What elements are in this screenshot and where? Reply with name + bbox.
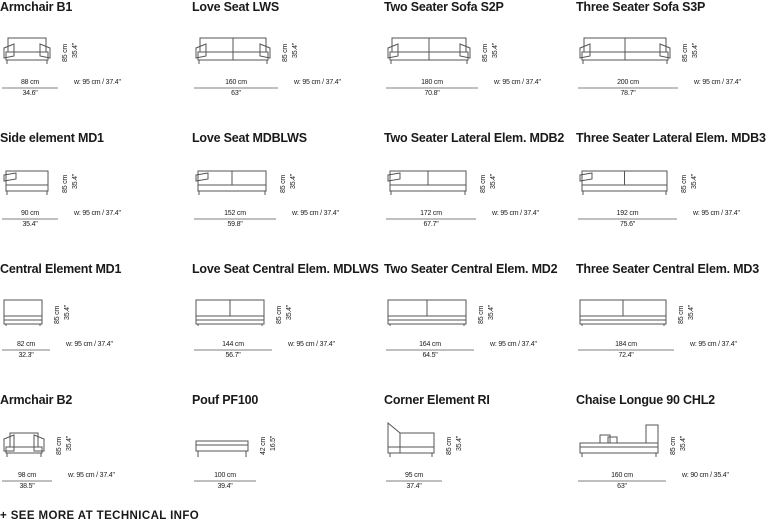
height-inches: 35.4": [64, 304, 71, 320]
width-dimension: [580, 341, 672, 359]
width-cm: 180 cm: [421, 79, 443, 86]
height-inches: 35.4": [691, 173, 698, 189]
width-cm: 90 cm: [20, 210, 40, 217]
product-title: Three Seater Sofa S3P: [576, 0, 706, 14]
width-cm: 88 cm: [20, 79, 40, 86]
height-cm: 85 cm: [280, 174, 287, 193]
width-dimension: [580, 210, 675, 228]
product-title: Two Seater Central Elem. MD2: [384, 262, 558, 276]
product-line-drawing: [384, 262, 576, 393]
width-inches: 38.5": [19, 483, 35, 490]
width-dimension: [388, 472, 440, 490]
product-title: Central Element MD1: [0, 262, 122, 276]
height-cm: 85 cm: [276, 305, 283, 324]
height-cm: 85 cm: [480, 174, 487, 193]
height-cm: 85 cm: [478, 305, 485, 324]
depth-dimension: w: 95 cm / 37.4": [292, 210, 339, 217]
height-inches: 35.4": [488, 304, 495, 320]
height-inches: 35.4": [456, 435, 463, 451]
width-dimension: [196, 341, 270, 359]
width-inches: 59.8": [227, 221, 243, 228]
height-inches: 35.4": [72, 173, 79, 189]
height-inches: 35.4": [692, 42, 699, 58]
product-card: [576, 131, 768, 262]
height-inches: 35.4": [292, 42, 299, 58]
product-card: [384, 262, 576, 393]
product-title: Pouf PF100: [192, 393, 259, 407]
height-inches: 35.4": [490, 173, 497, 189]
height-inches: 35.4": [72, 42, 79, 58]
product-card: [192, 393, 384, 524]
width-cm: 82 cm: [16, 341, 36, 348]
depth-dimension: w: 95 cm / 37.4": [690, 341, 737, 348]
product-line-drawing: [0, 262, 192, 393]
width-dimension: [388, 210, 474, 228]
width-inches: 56.7": [225, 352, 241, 359]
height-cm: 85 cm: [482, 43, 489, 62]
product-card: [192, 0, 384, 131]
product-card: [0, 0, 192, 131]
product-line-drawing: [576, 0, 768, 131]
product-title: Chaise Longue 90 CHL2: [576, 393, 715, 407]
product-line-drawing: [192, 393, 384, 524]
width-cm: 100 cm: [214, 472, 236, 479]
product-title: Armchair B2: [0, 393, 73, 407]
width-inches: 35.4": [22, 221, 38, 228]
product-card: [576, 0, 768, 131]
depth-dimension: w: 95 cm / 37.4": [693, 210, 740, 217]
depth-dimension: w: 95 cm / 37.4": [68, 472, 115, 479]
depth-dimension: w: 95 cm / 37.4": [694, 79, 741, 86]
product-line-drawing: [384, 0, 576, 131]
depth-dimension: w: 95 cm / 37.4": [294, 79, 341, 86]
width-inches: 39.4": [217, 483, 233, 490]
height-inches: 35.4": [492, 42, 499, 58]
product-line-drawing: [192, 262, 384, 393]
product-card: [576, 262, 768, 393]
product-line-drawing: [576, 131, 768, 262]
height-inches: 35.4": [688, 304, 695, 320]
width-inches: 64.5": [422, 352, 438, 359]
product-card: [576, 393, 768, 524]
height-cm: 85 cm: [54, 305, 61, 324]
product-card: [384, 0, 576, 131]
width-inches: 37.4": [406, 483, 422, 490]
product-line-drawing: [0, 131, 192, 262]
width-inches: 75.6": [619, 221, 636, 228]
product-card: [0, 131, 192, 262]
depth-dimension: w: 95 cm / 37.4": [74, 79, 121, 86]
height-cm: 85 cm: [446, 436, 453, 455]
width-dimension: [580, 472, 664, 490]
width-cm: 144 cm: [222, 341, 244, 348]
height-cm: 42 cm: [260, 436, 267, 455]
product-card: [384, 131, 576, 262]
width-dimension: [4, 210, 56, 228]
width-dimension: [196, 79, 276, 97]
height-inches: 35.4": [290, 173, 297, 189]
product-title: Three Seater Central Elem. MD3: [576, 262, 759, 276]
product-card: [384, 393, 576, 524]
product-line-drawing: [576, 393, 768, 524]
depth-dimension: w: 95 cm / 37.4": [492, 210, 539, 217]
width-dimension: [4, 79, 56, 97]
width-inches: 32.3": [18, 352, 34, 359]
product-line-drawing: [384, 393, 576, 524]
width-dimension: [196, 472, 254, 490]
depth-dimension: w: 95 cm / 37.4": [490, 341, 537, 348]
depth-dimension: w: 95 cm / 37.4": [494, 79, 541, 86]
width-cm: 200 cm: [617, 79, 639, 86]
width-dimension: [196, 210, 274, 228]
width-cm: 160 cm: [225, 79, 247, 86]
height-cm: 85 cm: [670, 436, 677, 455]
width-inches: 63": [617, 483, 627, 490]
product-line-drawing: [192, 0, 384, 131]
width-dimension: [388, 341, 472, 359]
product-title: Armchair B1: [0, 0, 73, 14]
width-inches: 63": [231, 90, 241, 97]
product-title: Two Seater Sofa S2P: [384, 0, 504, 14]
product-card: [192, 131, 384, 262]
width-cm: 98 cm: [17, 472, 37, 479]
product-title: Love Seat LWS: [192, 0, 280, 14]
width-dimension: [4, 472, 50, 490]
product-line-drawing: [0, 0, 192, 131]
depth-dimension: w: 95 cm / 37.4": [66, 341, 113, 348]
height-cm: 85 cm: [681, 174, 688, 193]
width-dimension: [4, 341, 48, 359]
width-dimension: [580, 79, 676, 97]
height-cm: 85 cm: [62, 174, 69, 193]
product-title: Love Seat MDBLWS: [192, 131, 307, 145]
width-inches: 67.7": [423, 221, 439, 228]
see-more-technical-info-link[interactable]: + SEE MORE AT TECHNICAL INFO: [0, 510, 200, 522]
product-card: [0, 262, 192, 393]
width-inches: 70.8": [424, 90, 440, 97]
height-inches: 35.4": [286, 304, 293, 320]
width-inches: 72.4": [618, 352, 634, 359]
width-inches: 78.7": [620, 90, 636, 97]
product-line-drawing: [192, 131, 384, 262]
height-cm: 85 cm: [682, 43, 689, 62]
height-cm: 85 cm: [678, 305, 685, 324]
product-line-drawing: [576, 262, 768, 393]
product-title: Two Seater Lateral Elem. MDB2: [384, 131, 565, 145]
height-inches: 35.4": [680, 435, 687, 451]
depth-dimension: w: 95 cm / 37.4": [288, 341, 335, 348]
product-title: Corner Element RI: [384, 393, 490, 407]
width-cm: 152 cm: [224, 210, 246, 217]
height-cm: 85 cm: [62, 43, 69, 62]
height-inches: 16.5": [270, 435, 277, 451]
height-cm: 85 cm: [282, 43, 289, 62]
width-cm: 172 cm: [420, 210, 442, 217]
width-dimension: [388, 79, 476, 97]
product-card: [192, 262, 384, 393]
width-cm: 160 cm: [611, 472, 633, 479]
product-line-drawing: [384, 131, 576, 262]
product-title: Three Seater Lateral Elem. MDB3: [576, 131, 766, 145]
product-line-drawing: [0, 393, 192, 524]
width-cm: 95 cm: [404, 472, 424, 479]
height-inches: 35.4": [66, 435, 73, 451]
product-title: Love Seat Central Elem. MDLWS: [192, 262, 379, 276]
depth-dimension: w: 95 cm / 37.4": [74, 210, 121, 217]
width-cm: 164 cm: [419, 341, 441, 348]
width-inches: 34.6": [22, 90, 38, 97]
width-cm: 184 cm: [615, 341, 637, 348]
height-cm: 85 cm: [56, 436, 63, 455]
product-card: [0, 393, 192, 524]
depth-dimension: w: 90 cm / 35.4": [682, 472, 729, 479]
product-title: Side element MD1: [0, 131, 104, 145]
width-cm: 192 cm: [616, 210, 639, 217]
